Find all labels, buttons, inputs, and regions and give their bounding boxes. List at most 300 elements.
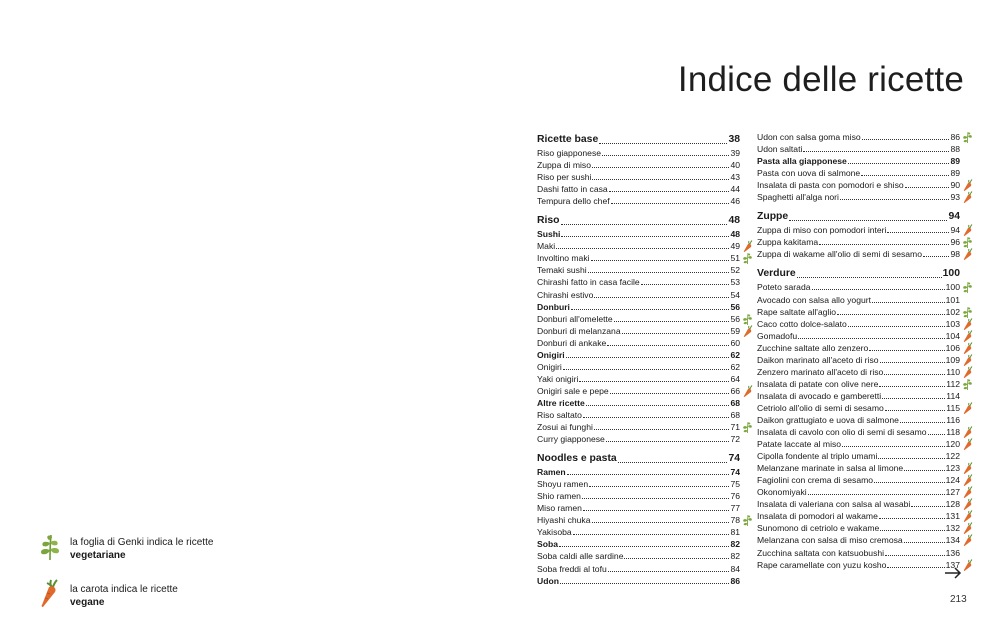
dot-leader bbox=[874, 482, 945, 483]
entry-page-number: 66 bbox=[730, 385, 740, 396]
entry-title: Sushi bbox=[537, 229, 561, 240]
entry-title: Riso per sushi bbox=[537, 172, 592, 183]
entry-title: Daikon marinato all'aceto di riso bbox=[757, 354, 879, 365]
dot-leader bbox=[583, 510, 730, 511]
recipe-entry-avocado-con-salsa-allo-yogurt[interactable] bbox=[757, 293, 960, 305]
entry-page-number: 48 bbox=[730, 229, 740, 240]
dot-leader bbox=[862, 139, 950, 140]
entry-page-number: 122 bbox=[945, 451, 960, 462]
dot-leader bbox=[887, 232, 949, 233]
entry-title: Chirashi fatto in casa facile bbox=[537, 277, 640, 288]
entry-page-number: 74 bbox=[728, 453, 740, 465]
section-heading-verdure[interactable] bbox=[757, 265, 960, 281]
subsection-entry-sushi[interactable] bbox=[537, 228, 740, 240]
dot-leader bbox=[556, 248, 729, 249]
subsection-entry-onigiri[interactable] bbox=[537, 349, 740, 361]
entry-title: Melanzana con salsa di miso cremosa bbox=[757, 535, 903, 546]
leaf-icon bbox=[742, 252, 753, 264]
entry-title: Ramen bbox=[537, 467, 566, 478]
entry-page-number: 132 bbox=[945, 523, 960, 534]
entry-title: Yaki onigiri bbox=[537, 373, 579, 384]
entry-title: Pasta con uova di salmone bbox=[757, 168, 861, 179]
entry-page-number: 93 bbox=[950, 192, 960, 203]
recipe-entry-donburi-all-omelette[interactable] bbox=[537, 313, 740, 325]
entry-page-number: 124 bbox=[945, 475, 960, 486]
entry-title: Zosui ai funghi bbox=[537, 422, 593, 433]
entry-title: Daikon grattugiato e uova di salmone bbox=[757, 414, 899, 425]
dot-leader bbox=[561, 236, 729, 237]
recipe-entry-soba-caldi-alle-sardine[interactable] bbox=[537, 550, 740, 562]
entry-page-number: 49 bbox=[730, 241, 740, 252]
leaf-icon bbox=[742, 514, 753, 526]
entry-title: Rape caramellate con yuzu kosho bbox=[757, 559, 887, 570]
entry-title: Spaghetti all'alga nori bbox=[757, 192, 839, 203]
recipe-entry-insalata-di-pasta-con-pomodori-e-shiso[interactable] bbox=[757, 179, 960, 191]
recipe-entry-curry-giapponese[interactable] bbox=[537, 433, 740, 445]
leaf-icon bbox=[962, 131, 973, 143]
dot-leader bbox=[588, 272, 730, 273]
recipe-entry-riso-saltato[interactable] bbox=[537, 409, 740, 421]
entry-title: Udon con salsa goma miso bbox=[757, 132, 861, 143]
recipe-entry-zuppa-di-miso[interactable] bbox=[537, 159, 740, 171]
entry-title: Donburi all'omelette bbox=[537, 313, 613, 324]
entry-page-number: 76 bbox=[730, 491, 740, 502]
entry-page-number: 89 bbox=[950, 156, 960, 167]
subsection-entry-altre-ricette[interactable] bbox=[537, 397, 740, 409]
recipe-entry-chirashi-fatto-in-casa-facile[interactable] bbox=[537, 276, 740, 288]
leaf-icon bbox=[962, 378, 973, 390]
recipe-entry-dashi-fatto-in-casa[interactable] bbox=[537, 183, 740, 195]
entry-page-number: 134 bbox=[945, 535, 960, 546]
recipe-entry-shio-ramen[interactable] bbox=[537, 490, 740, 502]
recipe-entry-melanzana-con-salsa-di-miso-cremosa[interactable] bbox=[757, 534, 960, 546]
entry-page-number: 103 bbox=[945, 318, 960, 329]
entry-page-number: 75 bbox=[730, 479, 740, 490]
recipe-entry-miso-ramen[interactable] bbox=[537, 502, 740, 514]
recipe-entry-involtino-maki[interactable] bbox=[537, 252, 740, 264]
entry-title: Hiyashi chuka bbox=[537, 515, 591, 526]
dot-leader bbox=[607, 345, 729, 346]
dot-leader bbox=[904, 470, 944, 471]
recipe-entry-okonomiyaki[interactable] bbox=[757, 486, 960, 498]
recipe-entry-riso-per-sushi[interactable] bbox=[537, 171, 740, 183]
dot-leader bbox=[624, 558, 729, 559]
recipe-entry-donburi-di-ankake[interactable] bbox=[537, 337, 740, 349]
dot-leader bbox=[887, 567, 944, 568]
dot-leader bbox=[879, 386, 945, 387]
entry-title: Insalata di patate con olive nere bbox=[757, 378, 879, 389]
entry-title: Zenzero marinato all'aceto di riso bbox=[757, 366, 884, 377]
dot-leader bbox=[819, 244, 949, 245]
recipe-entry-yakisoba[interactable] bbox=[537, 526, 740, 538]
recipe-entry-hiyashi-chuka[interactable] bbox=[537, 514, 740, 526]
entry-page-number: 104 bbox=[945, 330, 960, 341]
entry-title: Chirashi estivo bbox=[537, 289, 594, 300]
entry-title: Soba caldi alle sardine bbox=[537, 551, 624, 562]
entry-title: Sunomono di cetriolo e wakame bbox=[757, 523, 880, 534]
entry-title: Zuppa di miso bbox=[537, 160, 591, 171]
entry-page-number: 120 bbox=[945, 439, 960, 450]
dot-leader bbox=[567, 474, 730, 475]
recipe-entry-soba-freddi-al-tofu[interactable] bbox=[537, 562, 740, 574]
leaf-icon bbox=[962, 306, 973, 318]
entry-page-number: 90 bbox=[950, 180, 960, 191]
entry-page-number: 59 bbox=[730, 325, 740, 336]
carrot-icon bbox=[962, 559, 973, 571]
recipe-entry-zuppa-kakitama[interactable] bbox=[757, 236, 960, 248]
recipe-entry-zuppa-di-miso-con-pomodori-interi[interactable] bbox=[757, 224, 960, 236]
dot-leader bbox=[878, 458, 944, 459]
entry-title: Riso bbox=[537, 215, 560, 227]
entry-title: Verdure bbox=[757, 268, 796, 280]
entry-title: Yakisoba bbox=[537, 527, 572, 538]
subsection-entry-udon[interactable] bbox=[537, 575, 740, 587]
recipe-entry-insalata-di-pomodori-al-wakame[interactable] bbox=[757, 510, 960, 522]
entry-page-number: 102 bbox=[945, 306, 960, 317]
entry-page-number: 110 bbox=[946, 366, 960, 377]
entry-title: Noodles e pasta bbox=[537, 453, 617, 465]
entry-title: Zuppe bbox=[757, 211, 789, 223]
entry-page-number: 128 bbox=[945, 499, 960, 510]
legend-vegetarian-label: vegetariane bbox=[70, 550, 126, 561]
recipe-entry-poteto-sarada[interactable] bbox=[757, 281, 960, 293]
entry-title: Insalata di pasta con pomodori e shiso bbox=[757, 180, 904, 191]
dot-leader bbox=[798, 338, 945, 339]
entry-page-number: 86 bbox=[950, 132, 960, 143]
dot-leader bbox=[882, 398, 945, 399]
recipe-entry-zuppa-di-wakame-all-olio-di-semi-di-sesamo[interactable] bbox=[757, 248, 960, 260]
entry-page-number: 46 bbox=[730, 196, 740, 207]
section-heading-noodles-e-pasta[interactable] bbox=[537, 450, 740, 466]
entry-title: Melanzane marinate in salsa al limone bbox=[757, 463, 904, 474]
recipe-entry-melanzane-marinate-in-salsa-al-limone[interactable] bbox=[757, 462, 960, 474]
entry-title: Zuppa di miso con pomodori interi bbox=[757, 225, 887, 236]
leaf-icon bbox=[962, 236, 973, 248]
entry-page-number: 72 bbox=[730, 434, 740, 445]
entry-title: Shio ramen bbox=[537, 491, 581, 502]
recipe-entry-gomadofu[interactable] bbox=[757, 330, 960, 342]
entry-title: Riso giapponese bbox=[537, 148, 602, 159]
dot-leader bbox=[592, 179, 729, 180]
recipe-entry-tempura-dello-chef[interactable] bbox=[537, 195, 740, 207]
entry-title: Insalata di avocado e gamberetti bbox=[757, 390, 882, 401]
entry-title: Insalata di pomodori al wakame bbox=[757, 511, 878, 522]
section-heading-ricette-base[interactable] bbox=[537, 131, 740, 147]
entry-title: Cipolla fondente al triplo umami bbox=[757, 451, 878, 462]
recipe-entry-zucchina-saltata-con-katsuobushi[interactable] bbox=[757, 546, 960, 558]
entry-page-number: 116 bbox=[946, 414, 960, 425]
entry-title: Riso saltato bbox=[537, 409, 582, 420]
entry-page-number: 118 bbox=[946, 427, 960, 438]
entry-page-number: 81 bbox=[730, 527, 740, 538]
entry-page-number: 94 bbox=[948, 211, 960, 223]
carrot-icon bbox=[962, 510, 973, 522]
carrot-icon bbox=[962, 330, 973, 342]
dot-leader bbox=[583, 417, 730, 418]
recipe-entry-zucchine-saltate-allo-zenzero[interactable] bbox=[757, 342, 960, 354]
entry-page-number: 82 bbox=[730, 551, 740, 562]
dot-leader bbox=[923, 256, 949, 257]
dot-leader bbox=[591, 260, 730, 261]
recipe-entry-onigiri-sale-e-pepe[interactable] bbox=[537, 385, 740, 397]
dot-leader bbox=[579, 381, 729, 382]
subsection-entry-pasta-alla-giapponese[interactable] bbox=[757, 155, 960, 167]
carrot-icon bbox=[962, 498, 973, 510]
entry-page-number: 84 bbox=[730, 563, 740, 574]
entry-page-number: 52 bbox=[730, 265, 740, 276]
entry-title: Onigiri bbox=[537, 349, 565, 360]
dot-leader bbox=[900, 422, 945, 423]
dot-leader bbox=[837, 314, 945, 315]
entry-title: Donburi di ankake bbox=[537, 337, 607, 348]
dot-leader bbox=[812, 289, 945, 290]
carrot-icon bbox=[962, 354, 973, 366]
recipe-entry-insalata-di-cavolo-con-olio-di-semi-di-sesamo[interactable] bbox=[757, 426, 960, 438]
recipe-entry-donburi-di-melanzana[interactable] bbox=[537, 325, 740, 337]
entry-title: Okonomiyaki bbox=[757, 487, 807, 498]
recipe-entry-caco-cotto-dolce-salato[interactable] bbox=[757, 318, 960, 330]
entry-page-number: 39 bbox=[730, 148, 740, 159]
dot-leader bbox=[609, 191, 730, 192]
entry-title: Udon bbox=[537, 575, 559, 586]
carrot-icon bbox=[962, 224, 973, 236]
recipe-entry-udon-con-salsa-goma-miso[interactable] bbox=[757, 131, 960, 143]
entry-page-number: 106 bbox=[945, 342, 960, 353]
recipe-entry-rape-caramellate-con-yuzu-kosho[interactable] bbox=[757, 559, 960, 571]
legend-vegan-label: vegane bbox=[70, 597, 105, 608]
recipe-entry-spaghetti-all-alga-nori[interactable] bbox=[757, 191, 960, 203]
dot-leader bbox=[803, 151, 949, 152]
recipe-entry-daikon-marinato-all-aceto-di-riso[interactable] bbox=[757, 354, 960, 366]
entry-title: Onigiri sale e pepe bbox=[537, 385, 609, 396]
carrot-icon bbox=[962, 318, 973, 330]
entry-page-number: 74 bbox=[730, 467, 740, 478]
entry-page-number: 56 bbox=[730, 301, 740, 312]
carrot-icon bbox=[742, 240, 753, 252]
recipe-entry-insalata-di-valeriana-con-salsa-al-wasabi[interactable] bbox=[757, 498, 960, 510]
recipe-entry-patate-laccate-al-miso[interactable] bbox=[757, 438, 960, 450]
entry-page-number: 60 bbox=[730, 337, 740, 348]
page-number: 213 bbox=[950, 594, 967, 605]
entry-page-number: 53 bbox=[730, 277, 740, 288]
entry-title: Poteto sarada bbox=[757, 282, 811, 293]
dot-leader bbox=[880, 530, 944, 531]
dot-leader bbox=[602, 155, 729, 156]
recipe-entry-riso-giapponese[interactable] bbox=[537, 147, 740, 159]
entry-title: Rape saltate all'aglio bbox=[757, 306, 837, 317]
dot-leader bbox=[560, 583, 729, 584]
entry-page-number: 88 bbox=[950, 144, 960, 155]
entry-title: Miso ramen bbox=[537, 503, 582, 514]
dot-leader bbox=[599, 143, 727, 144]
carrot-icon bbox=[962, 438, 973, 450]
entry-page-number: 48 bbox=[728, 215, 740, 227]
entry-page-number: 109 bbox=[945, 354, 960, 365]
dot-leader bbox=[928, 434, 946, 435]
carrot-icon bbox=[962, 179, 973, 191]
entry-page-number: 86 bbox=[730, 575, 740, 586]
entry-title: Insalata di cavolo con olio di semi di sesamo bbox=[757, 427, 927, 438]
dot-leader bbox=[840, 199, 950, 200]
leaf-icon bbox=[962, 281, 973, 293]
recipe-entry-cetriolo-all-olio-di-semi-di-sesamo[interactable] bbox=[757, 402, 960, 414]
dot-leader bbox=[606, 441, 730, 442]
carrot-icon bbox=[962, 486, 973, 498]
subsection-entry-ramen[interactable] bbox=[537, 466, 740, 478]
page-title: Indice delle ricette bbox=[677, 60, 964, 99]
recipe-entry-pasta-con-uova-di-salmone[interactable] bbox=[757, 167, 960, 179]
dot-leader bbox=[592, 167, 729, 168]
entry-title: Gomadofu bbox=[757, 330, 798, 341]
entry-page-number: 94 bbox=[950, 225, 960, 236]
dot-leader bbox=[571, 309, 730, 310]
dot-leader bbox=[879, 518, 945, 519]
entry-title: Fagiolini con crema di sesamo bbox=[757, 475, 874, 486]
entry-title: Donburi di melanzana bbox=[537, 325, 621, 336]
entry-page-number: 54 bbox=[730, 289, 740, 300]
dot-leader bbox=[848, 326, 945, 327]
entry-title: Pasta alla giapponese bbox=[757, 156, 847, 167]
section-heading-riso[interactable] bbox=[537, 212, 740, 228]
entry-title: Soba freddi al tofu bbox=[537, 563, 607, 574]
dot-leader bbox=[611, 203, 730, 204]
entry-page-number: 131 bbox=[945, 511, 960, 522]
dot-leader bbox=[789, 220, 947, 221]
carrot-icon bbox=[962, 462, 973, 474]
entry-page-number: 98 bbox=[950, 249, 960, 260]
entry-title: Udon saltati bbox=[757, 144, 803, 155]
dot-leader bbox=[563, 369, 730, 370]
entry-title: Patate laccate al miso bbox=[757, 439, 842, 450]
recipe-entry-cipolla-fondente-al-triplo-umami[interactable] bbox=[757, 450, 960, 462]
recipe-entry-fagiolini-con-crema-di-sesamo[interactable] bbox=[757, 474, 960, 486]
entry-title: Ricette base bbox=[537, 134, 599, 145]
index-column-right bbox=[757, 131, 960, 571]
carrot-icon bbox=[962, 342, 973, 354]
dot-leader bbox=[880, 362, 945, 363]
dot-leader bbox=[911, 506, 944, 507]
section-heading-zuppe[interactable] bbox=[757, 208, 960, 224]
carrot-icon bbox=[962, 474, 973, 486]
entry-page-number: 68 bbox=[730, 397, 740, 408]
carrot-icon bbox=[742, 325, 753, 337]
entry-page-number: 68 bbox=[730, 409, 740, 420]
dot-leader bbox=[641, 284, 730, 285]
dot-leader bbox=[608, 571, 730, 572]
dot-leader bbox=[905, 187, 950, 188]
entry-title: Zuppa di wakame all'olio di semi di sesamo bbox=[757, 249, 922, 260]
entry-page-number: 51 bbox=[730, 253, 740, 264]
recipe-entry-rape-saltate-all-aglio[interactable] bbox=[757, 306, 960, 318]
recipe-entry-zenzero-marinato-all-aceto-di-riso[interactable] bbox=[757, 366, 960, 378]
entry-page-number: 62 bbox=[730, 361, 740, 372]
entry-title: Avocado con salsa allo yogurt bbox=[757, 294, 872, 305]
entry-title: Zucchina saltata con katsuobushi bbox=[757, 547, 885, 558]
entry-title: Zucchine saltate allo zenzero bbox=[757, 342, 869, 353]
recipe-entry-shoyu-ramen[interactable] bbox=[537, 478, 740, 490]
entry-title: Donburi bbox=[537, 301, 570, 312]
dot-leader bbox=[885, 555, 945, 556]
carrot-icon bbox=[962, 366, 973, 378]
recipe-entry-yaki-onigiri[interactable] bbox=[537, 373, 740, 385]
recipe-entry-maki[interactable] bbox=[537, 240, 740, 252]
carrot-icon bbox=[742, 385, 753, 397]
entry-page-number: 62 bbox=[730, 349, 740, 360]
dot-leader bbox=[582, 498, 729, 499]
legend-vegetarian-text: la foglia di Genki indica le ricette bbox=[70, 537, 214, 548]
dot-leader bbox=[861, 175, 949, 176]
entry-page-number: 40 bbox=[730, 160, 740, 171]
carrot-icon bbox=[962, 248, 973, 260]
carrot-icon bbox=[38, 578, 62, 608]
entry-title: Caco cotto dolce-salato bbox=[757, 318, 847, 329]
dot-leader bbox=[592, 522, 730, 523]
dot-leader bbox=[614, 321, 730, 322]
dot-leader bbox=[869, 350, 944, 351]
recipe-entry-daikon-grattugiato-e-uova-di-salmone[interactable] bbox=[757, 414, 960, 426]
entry-title: Zuppa kakitama bbox=[757, 237, 819, 248]
arrow-right-icon[interactable] bbox=[944, 566, 962, 580]
recipe-entry-zosui-ai-funghi[interactable] bbox=[537, 421, 740, 433]
entry-title: Involtino maki bbox=[537, 253, 590, 264]
entry-title: Curry giapponese bbox=[537, 434, 605, 445]
entry-page-number: 136 bbox=[945, 547, 960, 558]
entry-page-number: 78 bbox=[730, 515, 740, 526]
entry-page-number: 101 bbox=[945, 294, 960, 305]
entry-page-number: 96 bbox=[950, 237, 960, 248]
recipe-entry-sunomono-di-cetriolo-e-wakame[interactable] bbox=[757, 522, 960, 534]
carrot-icon bbox=[962, 426, 973, 438]
entry-page-number: 71 bbox=[730, 422, 740, 433]
recipe-entry-temaki-sushi[interactable] bbox=[537, 264, 740, 276]
entry-page-number: 115 bbox=[946, 402, 960, 413]
carrot-icon bbox=[962, 402, 973, 414]
entry-page-number: 100 bbox=[945, 282, 960, 293]
dot-leader bbox=[618, 462, 728, 463]
entry-page-number: 89 bbox=[950, 168, 960, 179]
recipe-entry-onigiri[interactable] bbox=[537, 361, 740, 373]
entry-page-number: 77 bbox=[730, 503, 740, 514]
entry-title: Insalata di valeriana con salsa al wasabi bbox=[757, 499, 911, 510]
entry-page-number: 44 bbox=[730, 184, 740, 195]
entry-page-number: 123 bbox=[945, 463, 960, 474]
entry-page-number: 137 bbox=[945, 559, 960, 570]
entry-page-number: 114 bbox=[946, 390, 960, 401]
leaf-icon bbox=[742, 313, 753, 325]
recipe-entry-insalata-di-patate-con-olive-nere[interactable] bbox=[757, 378, 960, 390]
recipe-entry-udon-saltati[interactable] bbox=[757, 143, 960, 155]
entry-title: Maki bbox=[537, 241, 556, 252]
dot-leader bbox=[559, 546, 729, 547]
dot-leader bbox=[808, 494, 945, 495]
subsection-entry-soba[interactable] bbox=[537, 538, 740, 550]
recipe-entry-insalata-di-avocado-e-gamberetti[interactable] bbox=[757, 390, 960, 402]
dot-leader bbox=[566, 357, 730, 358]
dot-leader bbox=[573, 534, 730, 535]
carrot-icon bbox=[962, 534, 973, 546]
entry-title: Tempura dello chef bbox=[537, 196, 610, 207]
dot-leader bbox=[884, 374, 945, 375]
dot-leader bbox=[885, 410, 946, 411]
recipe-entry-chirashi-estivo[interactable] bbox=[537, 288, 740, 300]
carrot-icon bbox=[962, 191, 973, 203]
subsection-entry-donburi[interactable] bbox=[537, 301, 740, 313]
dot-leader bbox=[622, 333, 730, 334]
legend-vegan-text: la carota indica le ricette bbox=[70, 584, 178, 595]
entry-page-number: 127 bbox=[945, 487, 960, 498]
entry-title: Soba bbox=[537, 539, 559, 550]
dot-leader bbox=[872, 302, 945, 303]
